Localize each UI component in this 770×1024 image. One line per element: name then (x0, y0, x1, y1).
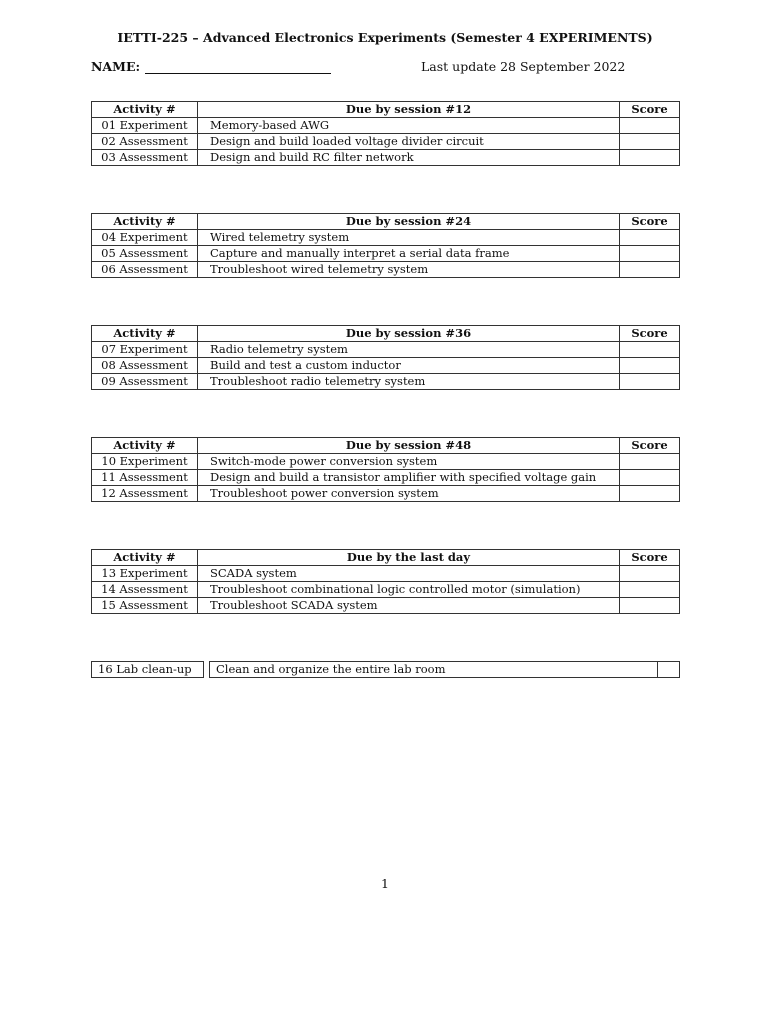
score-cell[interactable] (620, 454, 680, 470)
header-score: Score (620, 102, 680, 118)
activity-cell: 02 Assessment (92, 134, 198, 150)
description-cell: Troubleshoot SCADA system (198, 598, 620, 614)
activity-cell: 04 Experiment (92, 230, 198, 246)
table-row (92, 230, 680, 246)
header-activity: Activity # (92, 214, 198, 230)
score-cell[interactable] (620, 134, 680, 150)
activity-cell: 14 Assessment (92, 582, 198, 598)
score-cell[interactable] (620, 358, 680, 374)
name-field (91, 59, 331, 74)
description-cell: Wired telemetry system (198, 230, 620, 246)
table-row (92, 150, 680, 166)
header-activity: Activity # (92, 438, 198, 454)
description-cell: Design and build RC filter network (198, 150, 620, 166)
page-number: 1 (381, 876, 389, 891)
table-row (92, 342, 680, 358)
description-cell: Radio telemetry system (198, 342, 620, 358)
description-cell: Design and build loaded voltage divider circuit (198, 134, 620, 150)
cleanup-score-cell[interactable] (658, 662, 680, 678)
header-due: Due by session #12 (198, 102, 620, 118)
table-row (92, 118, 680, 134)
description-cell: SCADA system (198, 566, 620, 582)
description-cell: Switch-mode power conversion system (198, 454, 620, 470)
table-row (92, 358, 680, 374)
activity-cell: 13 Experiment (92, 566, 198, 582)
score-cell[interactable] (620, 150, 680, 166)
activity-cell: 05 Assessment (92, 246, 198, 262)
activity-table (91, 325, 680, 390)
header-due: Due by session #24 (198, 214, 620, 230)
activity-table (91, 213, 680, 278)
table-row (92, 486, 680, 502)
description-cell: Troubleshoot radio telemetry system (198, 374, 620, 390)
table-header-row (92, 214, 680, 230)
table-row (92, 454, 680, 470)
table-row (92, 470, 680, 486)
table-header-row (92, 438, 680, 454)
table-row (92, 566, 680, 582)
name-blank-line[interactable] (145, 61, 331, 74)
activity-cell: 15 Assessment (92, 598, 198, 614)
header-activity: Activity # (92, 326, 198, 342)
activity-cell: 03 Assessment (92, 150, 198, 166)
table-header-row (92, 102, 680, 118)
activity-table (91, 101, 680, 166)
description-cell: Memory-based AWG (198, 118, 620, 134)
activity-cell: 11 Assessment (92, 470, 198, 486)
description-cell: Capture and manually interpret a serial data frame (198, 246, 620, 262)
score-cell[interactable] (620, 582, 680, 598)
score-cell[interactable] (620, 246, 680, 262)
activity-cell: 01 Experiment (92, 118, 198, 134)
header-activity: Activity # (92, 102, 198, 118)
header-due: Due by the last day (198, 550, 620, 566)
table-row (92, 598, 680, 614)
table-row (92, 582, 680, 598)
table-row (92, 662, 680, 678)
table-header-row (92, 326, 680, 342)
score-cell[interactable] (620, 342, 680, 358)
description-cell: Troubleshoot combinational logic controlled motor (simulation) (198, 582, 620, 598)
name-label: NAME: (91, 59, 141, 74)
description-cell: Troubleshoot wired telemetry system (198, 262, 620, 278)
table-row (92, 134, 680, 150)
activity-cell: 07 Experiment (92, 342, 198, 358)
header-due: Due by session #48 (198, 438, 620, 454)
header-score: Score (620, 326, 680, 342)
last-update-text: Last update 28 September 2022 (421, 59, 626, 74)
score-cell[interactable] (620, 374, 680, 390)
table-header-row (92, 550, 680, 566)
activity-cell: 06 Assessment (92, 262, 198, 278)
header-score: Score (620, 214, 680, 230)
activity-cell: 08 Assessment (92, 358, 198, 374)
header-activity: Activity # (92, 550, 198, 566)
score-cell[interactable] (620, 262, 680, 278)
header-due: Due by session #36 (198, 326, 620, 342)
cleanup-activity-cell: 16 Lab clean-up (92, 662, 204, 678)
activity-cell: 10 Experiment (92, 454, 198, 470)
activity-cell: 09 Assessment (92, 374, 198, 390)
cleanup-description-cell: Clean and organize the entire lab room (210, 662, 658, 678)
description-cell: Design and build a transistor amplifier with specified voltage gain (198, 470, 620, 486)
score-cell[interactable] (620, 470, 680, 486)
description-cell: Troubleshoot power conversion system (198, 486, 620, 502)
score-cell[interactable] (620, 566, 680, 582)
table-row (92, 262, 680, 278)
score-cell[interactable] (620, 230, 680, 246)
activity-cell: 12 Assessment (92, 486, 198, 502)
score-cell[interactable] (620, 598, 680, 614)
cleanup-table (91, 661, 680, 678)
score-cell[interactable] (620, 486, 680, 502)
activity-table (91, 549, 680, 614)
score-cell[interactable] (620, 118, 680, 134)
table-row (92, 374, 680, 390)
description-cell: Build and test a custom inductor (198, 358, 620, 374)
header-score: Score (620, 550, 680, 566)
activity-table (91, 437, 680, 502)
page-title: IETTI-225 – Advanced Electronics Experiments (Semester 4 EXPERIMENTS) (117, 30, 653, 45)
table-row (92, 246, 680, 262)
header-score: Score (620, 438, 680, 454)
